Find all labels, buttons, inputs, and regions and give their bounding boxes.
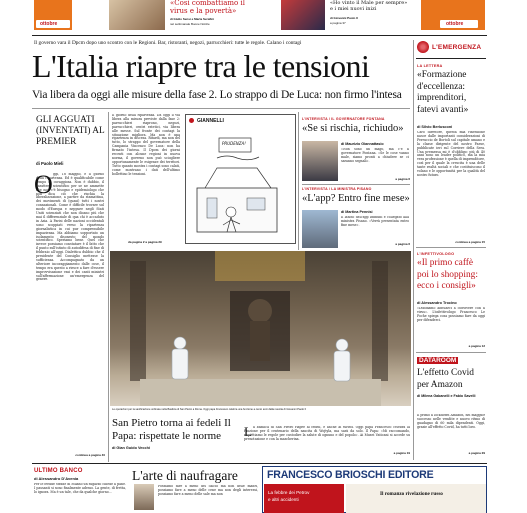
dataroom-ref: a pagina 29 — [468, 451, 485, 455]
ad-left-line2: e altri accidenti — [268, 497, 299, 502]
top-right-badge-label: ottobre — [446, 21, 464, 27]
naufragare-title: L'arte di naufragare — [132, 468, 238, 483]
interview-divider-v — [298, 112, 299, 250]
interview1-author: di Maurizio Giannattasio — [341, 142, 384, 146]
interview-divider-h — [302, 184, 410, 185]
headline-divider — [32, 108, 410, 109]
strap-line: Il governo vara il Dpcm dopo uno scontro con le Regioni. Bar, ristoranti, negozi, parrucchieri: tutte le regole. Calano i contagi — [34, 40, 302, 46]
letter-ref: continua a pagina 15 — [455, 240, 485, 244]
teaser2-ref: a pagina 37 — [330, 21, 346, 25]
dataroom-author: di Milena Gabanelli e Fabio Savelli — [417, 394, 476, 398]
dataroom-title: L'effetto Covid per Amazon — [417, 368, 474, 390]
editorial-dropcap: O — [34, 170, 53, 199]
interview1-body: «Non sono un mago, ma c'è il governatore Fontana. «Se le cose vanno male, siamo pronti a chiudere se ci saranno segnali». — [341, 148, 409, 163]
teaser1-author: di Giulio Sensi e Marta Serafini — [170, 17, 215, 21]
commerce-divider — [416, 352, 486, 353]
emergenza-header-rule — [416, 58, 486, 59]
article-ref: da pagina 2 a pagina 29 — [128, 240, 162, 244]
interview2-ref: a pagina 6 — [395, 242, 410, 246]
commerce-author: di Alessandro Trocino — [417, 301, 457, 305]
ad-right-text: Il romanzo rivelazione russo — [380, 491, 443, 497]
cartoon-sign: PRUDENZA! — [222, 140, 246, 146]
dataroom-badge: DATAROOM — [419, 357, 457, 364]
teaser2-author: di Giovanni Paolo II — [330, 16, 358, 20]
interview2-body: Il lancio dell'app Immuni è collegato alla ministra Pisano. «Verrà presentata entro fine mese». — [341, 216, 409, 227]
top-left-badge-label: ottobre — [40, 21, 58, 27]
ad-right-panel — [346, 484, 486, 513]
naufragare-portrait — [134, 484, 154, 510]
article-body: Il giorno della ripartenza. Da oggi il via libera alla misura previste dalla fase 2: parrucchieri riaprono, negozi, parrucchieri, centri estetici, via libera alle messe. Sul fronte dei contagi la situazione migliora. Ma non è una ripartenza in discesa. Ritardi, ma non del tutto, lo strappo del governatore della Campania Vincenzo De Luca: non ha firmato l'intesa. Il Dpcm dei giorni recenti con alcune regioni in nuova norma, il governo non può sciogliere opportunamente le esigenze dei territori. Tutto quanto mostra i contagi sono calati, come mostrano i dati dell'ultimo bollettino le tensioni. — [112, 114, 180, 176]
letter-title: «Formazione d'eccellenza: imprenditori, fatevi avanti» — [417, 70, 469, 115]
emergenza-header: L'EMERGENZA — [432, 44, 482, 51]
editorial-ref: continua a pagina 40 — [75, 453, 105, 457]
editorial-divider — [108, 112, 109, 462]
cartoon-dot-icon — [189, 118, 194, 123]
commerce-title: «Il primo caffè poi lo shopping: ecco i consigli» — [417, 258, 478, 291]
interview1-kicker: L'INTERVISTA / IL GOVERNATORE FONTANA — [302, 117, 385, 121]
column-kicker: ULTIMO BANCO — [34, 468, 83, 474]
letter-kicker: LA LETTERA — [417, 64, 443, 68]
letter-divider — [416, 247, 486, 248]
dataroom-body: Il primo il lockdown Amazon, nel maggior successo nelle vendite e nuovo ritmo di guadagno di 60 mila dipendenti. Oggi, grazie all'effetto Covid, ha tutti loro. — [417, 414, 485, 429]
interview2-photo — [302, 210, 338, 248]
commerce-body: «Dobbiamo abituarci a convivere con il virus». L'infettivologo Francesco Le Foche spiega cosa possiamo fare da oggi per difenderci. — [417, 307, 485, 322]
emergenza-emblem-icon — [417, 41, 429, 53]
photo-caption: Le operazioni per la sanificazione ordinata nella Basilica di San Pietro a Roma. Oggi papa Francesco celebra una funzione a cento anni dalla nascita di Giovanni Paolo II — [112, 408, 307, 411]
interview2-title: «L'app? Entro fine mese» — [302, 193, 410, 204]
commerce-ref: a pagina 12 — [468, 344, 485, 348]
column-author: di Alessandro D'Avenia — [34, 476, 79, 481]
main-photo-drawing — [110, 251, 411, 406]
column-body: Per le fredde strade di Milano un ragazzo chiede il pane. I passanti si sono finalmente adesso. La gente, di fretta, lo ignora. Ma è un tale, che da qualche giorno... — [34, 483, 126, 494]
teaser1-ref: nel settimanale Buone Notizie — [170, 22, 210, 26]
sanpietro-title: San Pietro torna ai fedeli Il Papa: rispettate le norme — [112, 417, 231, 442]
teaser2-image — [281, 0, 325, 30]
right-column-divider — [413, 40, 414, 460]
letter-author: di Silvio Berlusconi — [417, 125, 453, 129]
sanpietro-body: a basilica di San Pietro riapre ai fedeli, e anche ai turisti. Oggi papa Francesco celebra la funzione per il centenario della nascita di Wojtyla, ma sarà da solo. Il Papa: «Mi raccomando, rispettiamo le regole per custodire la salute di ognuno e del popolo». Ai Musei Vaticani si accede su prenotazione e con la mascherina. — [244, 426, 410, 441]
editorial-kicker: GLI AGGUATI (INVENTATI) AL PREMIER — [36, 115, 105, 147]
teaser1-image — [109, 0, 165, 30]
main-headline: L'Italia riapre tra le tensioni — [32, 48, 370, 84]
top-divider — [32, 35, 487, 36]
main-subhead: Via libera da oggi alle misure della fase 2. Lo strappo di De Luca: non firmo l'intesa — [32, 89, 402, 101]
sanpietro-ref: a pagina 19 — [393, 451, 410, 455]
cartoon-label: GIANNELLI — [197, 117, 224, 124]
interview2-kicker: L'INTERVISTA / LA MINISTRA PISANO — [302, 187, 372, 191]
sanpietro-author: di Gian Guido Vecchi — [112, 446, 150, 450]
commerce-kicker: L'INFETTIVOLOGO — [417, 252, 455, 256]
editorial-body: ggi, 18 maggio, è il giorno della ripartenza. Ed è qualificabile come tempo di coraggiosa. Non è dubbio, il carattere scientifico per se ne ammette che non c'è bisogno e epidemiologo che non dica ciò che rischia la liberalizzazione, a partire da stamattina, dei movimenti di (quasi) tutti i nostri connazionali. Come è difficile trovare sul modo d'Europa e neppure negli Stati Uniti scienziati che non dicano più che mai il differenziale di qua chi è accaduto in Asia. A Parisi delle nazioni occidentali sono scoppiati verso la ripartenza giornalistica in cui pur comprensibile impazienza. Ma abbiamo sopportato un isolamento disonesto del mondo scientifico. Speriamo bene. Quel che invece possiamo constatare è il fatto che il punto sull'istinto di autodifesa di fine di febbraio all'oggi. Dialettica dubbio che il presidente del Consiglio mettesse la sufficienza. Accompagnato da un ulteriore incoraggiamento dalle cose, il tempo era questo a riesce a fare d'essere improvvisazione vasi e dei canti ministri sull'affermazione un'emergenza del genere. — [36, 173, 104, 282]
interview1-ref: a pagina 6 — [395, 177, 410, 181]
sanpietro-dropcap: L — [244, 424, 252, 439]
teaser2-title: «Ho vinto il Male per sempre» e i miei nuovi inizi — [330, 0, 408, 12]
letter-body: Caro direttore, questa mia riflessione nasce dalle importanti considerazioni di Ferruccio de Bortoli sul capitale umano e la classe dirigente del nostro Paese, pubblicate ieri sul Corriere della Sera. Una premessa mi è d'obbligo: più di 40 anni sono un leader politico, ma la mia vera professione è quella di imprenditore, così per il quale la crescita è una delle tante realtà sociali e che costituiscono il volano e le opportunità per la qualità del nostro futuro. — [417, 131, 485, 177]
editorial-author: di Paolo Mieli — [36, 161, 64, 166]
interview2-author: di Martina Pennisi — [341, 210, 373, 214]
teaser1-title: «Così combattiamo il virus e la povertà» — [170, 0, 245, 15]
naufragare-body: Possiamo fare a meno del calcio ma non delle madri, possiamo fare a meno delle cene ma non degli interessi, possiamo fare a meno delle sale ma non — [158, 485, 258, 496]
main-photo — [110, 251, 411, 406]
ad-left-line1: La febbre dei Petrov — [268, 490, 310, 495]
bottom-divider — [32, 463, 487, 464]
ad-title: FRANCESCO BRIOSCHI EDITORE — [267, 469, 434, 481]
interview1-title: «Se si rischia, richiudo» — [302, 123, 404, 134]
interview1-photo — [302, 141, 338, 181]
